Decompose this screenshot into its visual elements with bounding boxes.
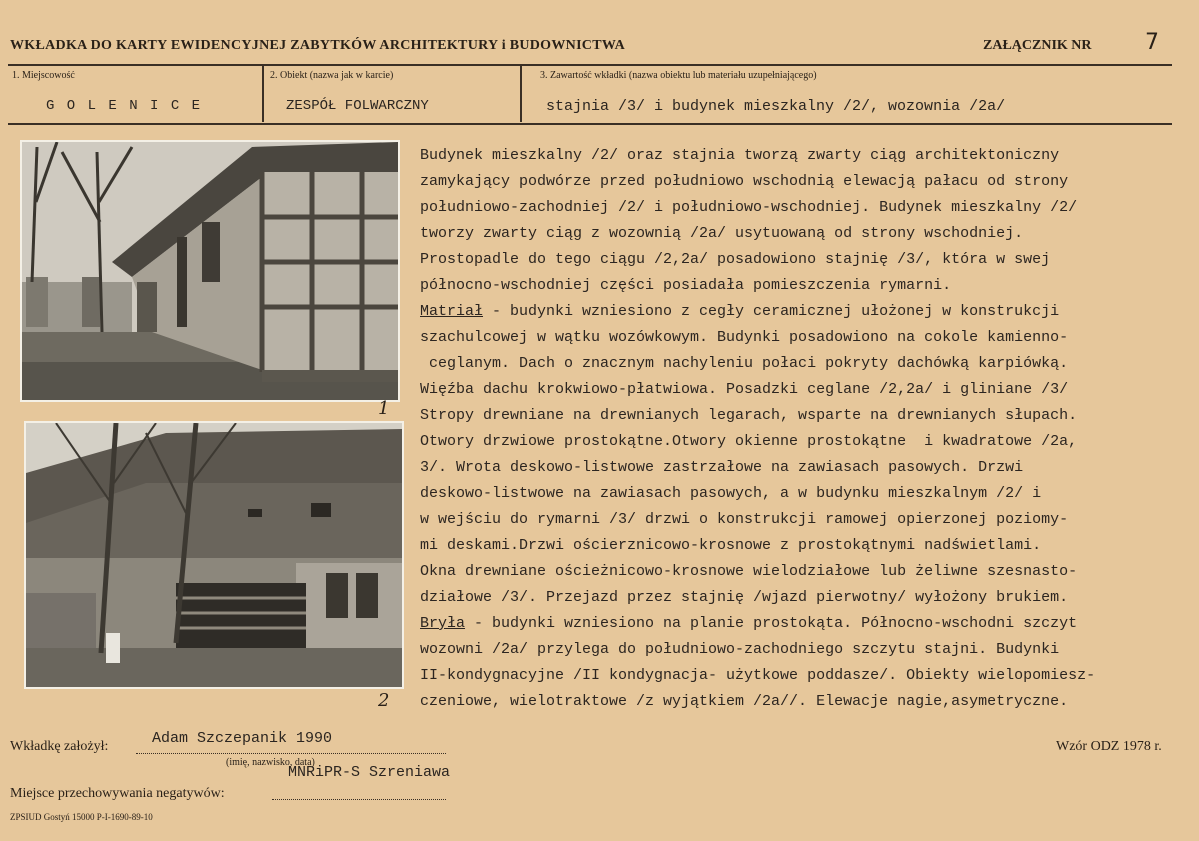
content-label: 3. Zawartość wkładki (nazwa obiektu lub materiału uzupełniającego) xyxy=(540,70,817,81)
bryla-heading: Bryła xyxy=(420,615,466,632)
photo-1-number: 1 xyxy=(378,398,390,419)
author-dotline xyxy=(136,752,446,754)
header-rule xyxy=(8,64,1172,66)
desc-line: Otwory drzwiowe prostokątne.Otwory okienne prostokątne i kwadratowe /2a, xyxy=(420,433,1078,450)
attachment-label: ZAŁĄCZNIK NR xyxy=(983,38,1092,53)
fields-rule xyxy=(8,123,1172,125)
desc-line: w wejściu do rymarni /3/ drzwi o konstrukcji ramowej opierzonej poziomy- xyxy=(420,511,1069,528)
storage-label: Miejsce przechowywania negatywów: xyxy=(10,786,225,801)
desc-line: szachulcowej w wątku wozówkowym. Budynki posadowiono na cokole kamienno- xyxy=(420,329,1069,346)
photo-1-image xyxy=(22,142,398,400)
desc-line: 3/. Wrota deskowo-listwowe zastrzałowe na zawiasach pasowych. Drzwi xyxy=(420,459,1024,476)
desc-line: tworzy zwarty ciąg z wozownią /2a/ usytuowaną od strony wschodniej. xyxy=(420,225,1024,242)
desc-line: Budynek mieszkalny /2/ oraz stajnia tworzą zwarty ciąg architektoniczny xyxy=(420,147,1060,164)
material-line xyxy=(420,299,1180,325)
desc-line: Okna drewniane ościeżnicowo-krosnowe wielodziałowe lub żeliwne szesnasto- xyxy=(420,563,1078,580)
attachment-number: 7 xyxy=(1145,30,1159,55)
place-label: 1. Miejscowość xyxy=(12,70,75,81)
desc-line: północno-wschodniej części posiadała pomieszczenia rymarni. xyxy=(420,277,952,294)
card-title: WKŁADKA DO KARTY EWIDENCYJNEJ ZABYTKÓW ARCHITEKTURY i BUDOWNICTWA xyxy=(10,38,626,53)
author-label: Wkładkę założył: xyxy=(10,739,109,754)
desc-line: południowo-zachodniej /2/ i południowo-wschodniej. Budynek mieszkalny /2/ xyxy=(420,199,1078,216)
desc-line: czeniowe, wielotraktowe /z wyjątkiem /2a//. Elewacje nagie,asymetryczne. xyxy=(420,693,1069,710)
desc-line: II-kondygnacyjne /II kondygnacja- użytkowe poddasze/. Obiekty wielopomiesz- xyxy=(420,667,1096,684)
photo-1 xyxy=(20,140,400,402)
author-hint: (imię, nazwisko, data) xyxy=(226,757,315,768)
author-value: Adam Szczepanik 1990 xyxy=(152,730,333,747)
place-value: G O L E N I C E xyxy=(46,98,203,114)
desc-line: wozowni /2a/ przylega do południowo-zachodniego szczytu stajni. Budynki xyxy=(420,641,1060,658)
desc-line: - budynki wzniesiono na planie prostokąta. Północno-wschodni szczyt xyxy=(465,615,1078,632)
material-heading: Matriał xyxy=(420,303,484,320)
field-divider xyxy=(262,66,264,122)
desc-line: ceglanym. Dach o znacznym nachyleniu połaci pokryty dachówką karpiówką. xyxy=(420,355,1069,372)
desc-line: - budynki wzniesiono z cegły ceramicznej ułożonej w konstrukcji xyxy=(483,303,1060,320)
photo-2-image xyxy=(26,423,402,687)
storage-dotline xyxy=(272,798,446,800)
printer-note: ZPSIUD Gostyń 15000 P-I-1690-89-10 xyxy=(10,812,153,822)
desc-line: Stropy drewniane na drewnianych legarach, wsparte na drewnianych słupach. xyxy=(420,407,1078,424)
storage-value: MNRiPR-S Szreniawa xyxy=(288,764,451,781)
object-value: ZESPÓŁ FOLWARCZNY xyxy=(286,98,429,114)
desc-line: mi deskami.Drzwi ościerznicowo-krosnowe z prostokątnymi nadświetlami. xyxy=(420,537,1042,554)
desc-line: zamykający podwórze przed południowo wschodnią elewacją pałacu od strony xyxy=(420,173,1069,190)
template-note: Wzór ODZ 1978 r. xyxy=(1056,739,1162,754)
desc-line: deskowo-listwowe na zawiasach pasowych, a w budynku mieszkalnym /2/ i xyxy=(420,485,1042,502)
bryla-line xyxy=(420,611,1180,637)
field-divider xyxy=(520,66,522,122)
object-label: 2. Obiekt (nazwa jak w karcie) xyxy=(270,70,394,81)
description-text xyxy=(420,143,1180,715)
content-value: stajnia /3/ i budynek mieszkalny /2/, wozownia /2a/ xyxy=(546,98,1006,115)
desc-line: Więźba dachu krokwiowo-płatwiowa. Posadzki ceglane /2,2a/ i gliniane /3/ xyxy=(420,381,1069,398)
photo-2-number: 2 xyxy=(378,690,390,711)
desc-line: działowe /3/. Przejazd przez stajnię /wjazd pierwotny/ wyłożony brukiem. xyxy=(420,589,1069,606)
photo-2 xyxy=(24,421,404,689)
desc-line: Prostopadle do tego ciągu /2,2a/ posadowiono stajnię /3/, która w swej xyxy=(420,251,1051,268)
